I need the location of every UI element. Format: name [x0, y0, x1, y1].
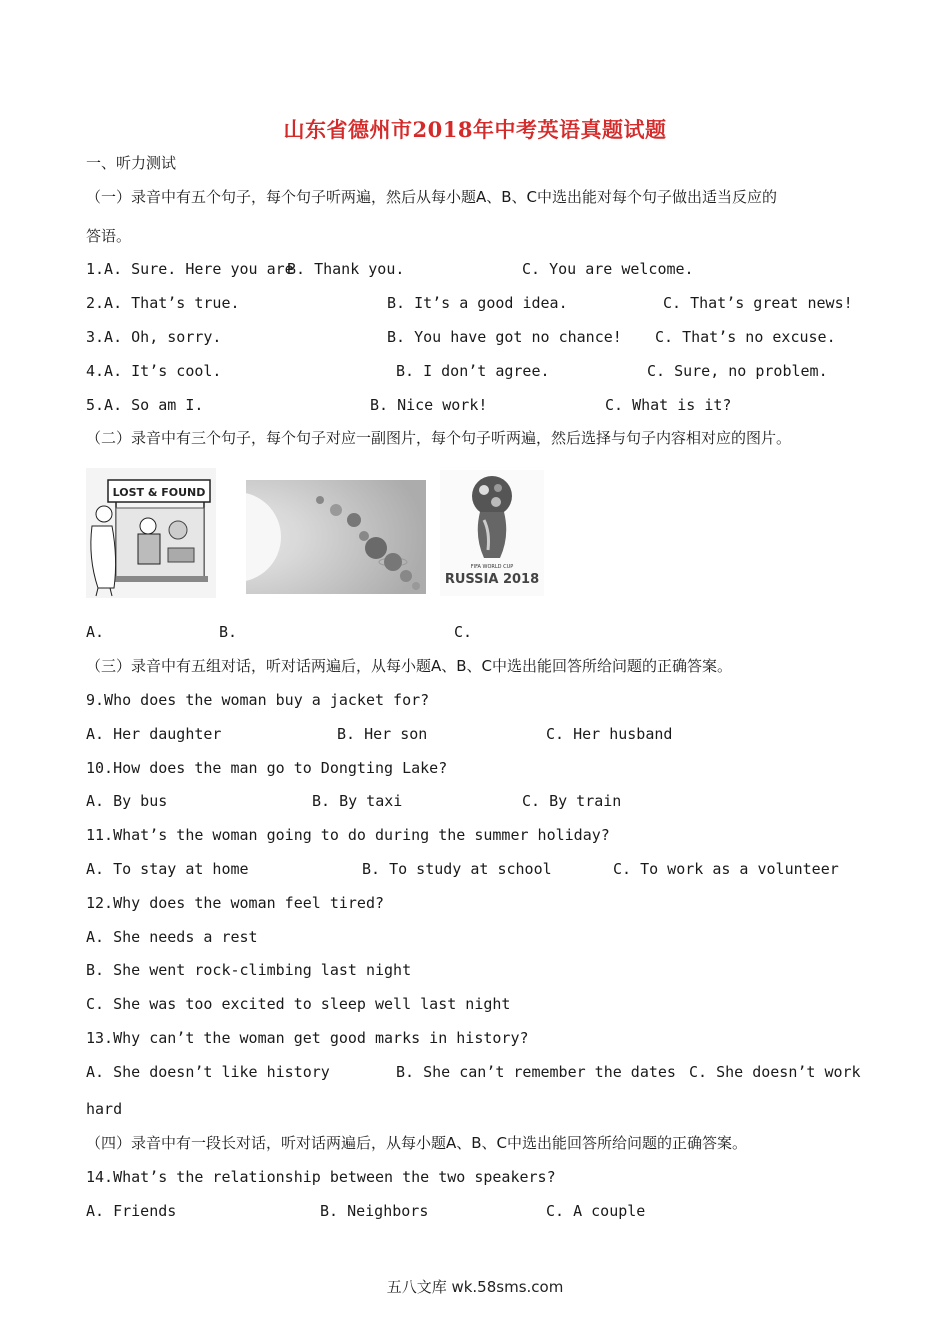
- q2-option-c: C. That’s great news!: [663, 294, 853, 312]
- q4-option-a: 4.A. It’s cool.: [86, 362, 222, 380]
- q3-option-a: 3.A. Oh, sorry.: [86, 328, 222, 346]
- q2-option-b: B. It’s a good idea.: [387, 294, 568, 312]
- part4-instruction: （四）录音中有一段长对话，听对话两遍后，从每小题A、B、C中选出能回答所给问题的正确答案。: [86, 1134, 748, 1152]
- logo-caption-small: FIFA WORLD CUP: [470, 564, 514, 570]
- part1-instruction: （一）录音中有五个句子，每个句子听两遍，然后从每小题A、B、C中选出能对每个句子做出适当反应的: [86, 188, 778, 206]
- q4-option-c: C. Sure, no problem.: [647, 362, 828, 380]
- page-title: 山东省德州市2018年中考英语真题试题: [283, 117, 667, 142]
- q9-option-c: C. Her husband: [546, 725, 673, 743]
- q11-option-c: C. To work as a volunteer: [613, 860, 839, 878]
- page-footer: 五八文库 wk.58sms.com: [386, 1278, 564, 1296]
- q5-option-b: B. Nice work!: [370, 396, 488, 414]
- q10-stem: 10.How does the man go to Dongting Lake?: [86, 759, 448, 777]
- q13-option-a: A. She doesn’t like history: [86, 1063, 330, 1081]
- q5-option-c: C. What is it?: [605, 396, 732, 414]
- part1-instruction-cont: 答语。: [86, 227, 132, 245]
- q13-option-b: B. She can’t remember the dates: [396, 1063, 676, 1081]
- image-label-b: B.: [219, 623, 238, 641]
- q9-option-a: A. Her daughter: [86, 725, 222, 743]
- q10-option-b: B. By taxi: [312, 792, 403, 810]
- q12-option-a: A. She needs a rest: [86, 928, 258, 946]
- logo-caption-big: RUSSIA 2018: [444, 572, 540, 587]
- q11-stem: 11.What’s the woman going to do during the summer holiday?: [86, 826, 610, 844]
- q11-option-a: A. To stay at home: [86, 860, 249, 878]
- q14-option-a: A. Friends: [86, 1202, 177, 1220]
- q12-option-b: B. She went rock-climbing last night: [86, 961, 412, 979]
- solar-system-image: [246, 480, 426, 594]
- q5-option-a: 5.A. So am I.: [86, 396, 204, 414]
- part2-instruction: （二）录音中有三个句子，每个句子对应一副图片，每个句子听两遍，然后选择与句子内容相对应的图片。: [86, 429, 792, 447]
- lost-and-found-image: [86, 468, 216, 598]
- q1-option-c: C. You are welcome.: [522, 260, 694, 278]
- q3-option-c: C. That’s no excuse.: [655, 328, 836, 346]
- q12-option-c: C. She was too excited to sleep well last night: [86, 995, 511, 1013]
- image-label-c: C.: [454, 623, 473, 641]
- q12-stem: 12.Why does the woman feel tired?: [86, 894, 385, 912]
- part3-instruction: （三）录音中有五组对话，听对话两遍后，从每小题A、B、C中选出能回答所给问题的正确答案。: [86, 657, 733, 675]
- q1-option-b: B. Thank you.: [287, 260, 405, 278]
- q9-stem: 9.Who does the woman buy a jacket for?: [86, 691, 430, 709]
- section-heading-listening: 一、听力测试: [86, 154, 177, 172]
- q2-option-a: 2.A. That’s true.: [86, 294, 240, 312]
- world-cup-logo-image: [440, 470, 544, 596]
- q14-option-b: B. Neighbors: [320, 1202, 429, 1220]
- q3-option-b: B. You have got no chance!: [387, 328, 622, 346]
- q13-option-c-cont: hard: [86, 1100, 123, 1118]
- q11-option-b: B. To study at school: [362, 860, 552, 878]
- image-label-a: A.: [86, 623, 105, 641]
- q14-stem: 14.What’s the relationship between the two speakers?: [86, 1168, 556, 1186]
- q4-option-b: B. I don’t agree.: [396, 362, 550, 380]
- q9-option-b: B. Her son: [337, 725, 428, 743]
- q13-option-c: C. She doesn’t work: [689, 1063, 861, 1081]
- q14-option-c: C. A couple: [546, 1202, 646, 1220]
- q10-option-c: C. By train: [522, 792, 622, 810]
- q13-stem: 13.Why can’t the woman get good marks in history?: [86, 1029, 529, 1047]
- q10-option-a: A. By bus: [86, 792, 168, 810]
- sign-text: LOST & FOUND: [112, 486, 206, 499]
- q1-option-a: 1.A. Sure. Here you are: [86, 260, 294, 278]
